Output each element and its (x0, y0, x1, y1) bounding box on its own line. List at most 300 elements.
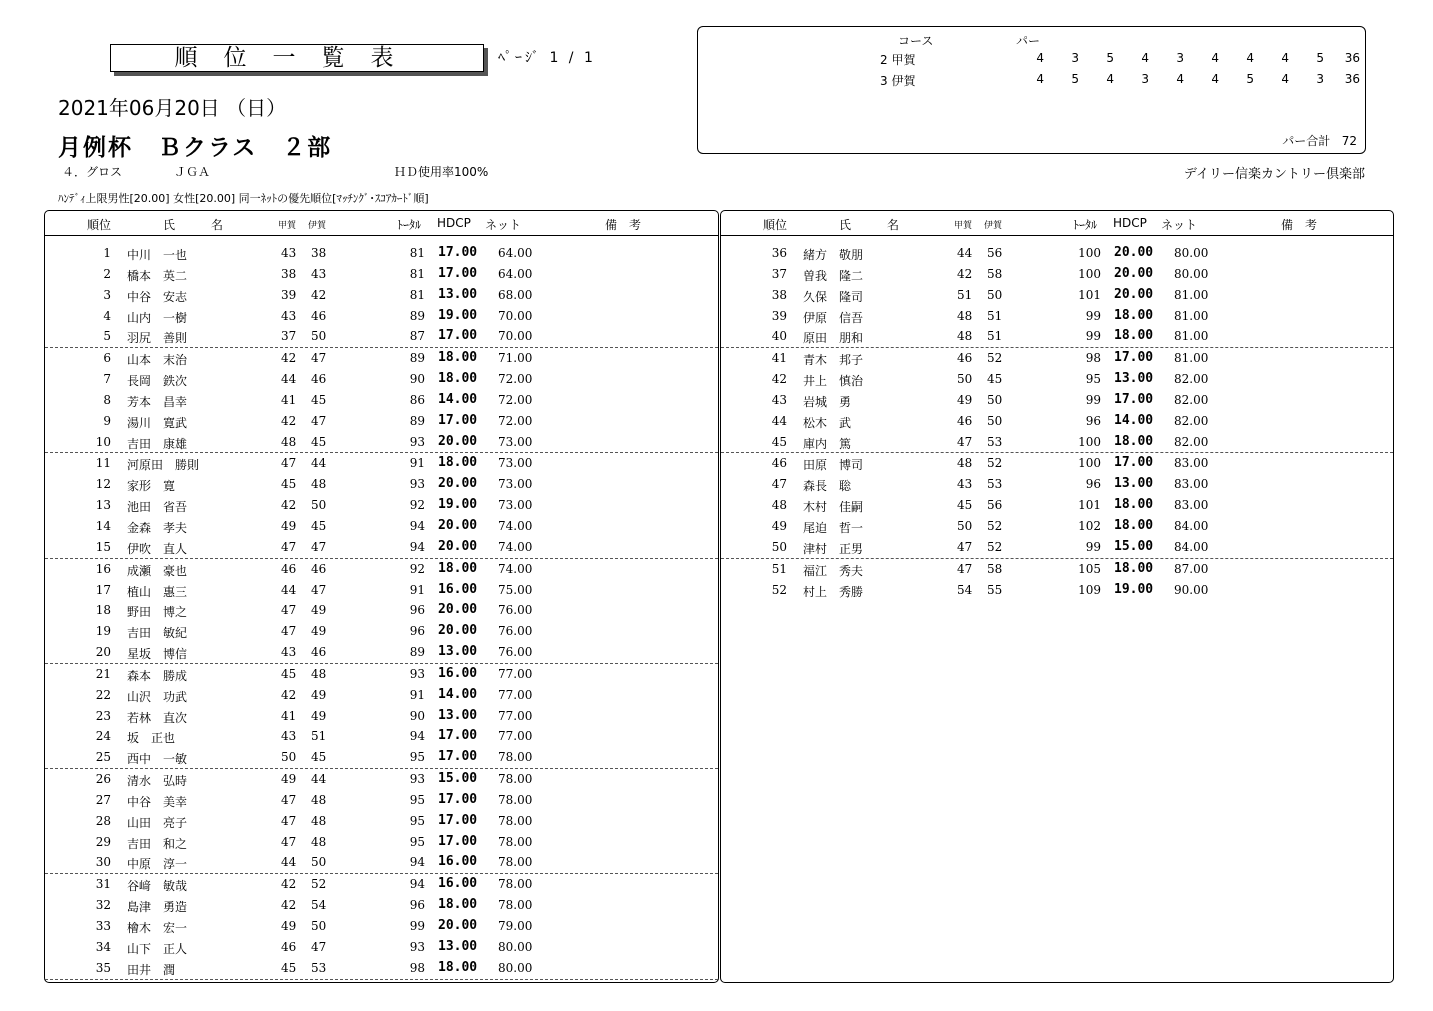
player-rank: 16 (95, 561, 111, 576)
player-out-score: 45 (281, 477, 297, 492)
player-out-score: 47 (281, 813, 297, 828)
table-row (721, 516, 1393, 537)
player-total: 90 (409, 708, 425, 723)
player-total: 99 (1085, 308, 1101, 323)
player-total: 93 (409, 477, 425, 492)
table-row (721, 369, 1393, 390)
event-date: 2021年06月20日 （日） (58, 96, 287, 120)
par-hole-value: 4 (1106, 72, 1114, 86)
player-out-score: 46 (281, 939, 297, 954)
player-name: 吉田 康雄 (127, 436, 188, 451)
player-in-score: 48 (311, 477, 327, 492)
player-rank: 12 (95, 477, 111, 492)
player-in-score: 47 (311, 413, 327, 428)
header-name: 氏 名 (839, 218, 900, 232)
player-rank: 13 (95, 498, 111, 513)
header-total: ﾄｰﾀﾙ (1073, 218, 1098, 232)
player-rank: 41 (771, 351, 787, 366)
header-in: 伊賀 (984, 221, 1003, 231)
player-hdcp: 18.00 (438, 897, 478, 913)
par-course-row (698, 51, 1365, 71)
player-total: 81 (409, 287, 425, 302)
player-total: 101 (1078, 498, 1101, 513)
player-out-score: 45 (957, 498, 973, 513)
player-out-score: 42 (281, 877, 297, 892)
player-total: 95 (409, 834, 425, 849)
player-hdcp: 20.00 (1114, 245, 1154, 260)
player-name: 伊原 信吾 (803, 310, 864, 325)
player-in-score: 46 (311, 372, 327, 387)
player-total: 105 (1078, 561, 1101, 576)
player-in-score: 58 (987, 266, 1003, 281)
player-out-score: 50 (281, 750, 297, 765)
player-out-score: 47 (281, 539, 297, 554)
table-row (45, 580, 718, 601)
player-rank: 26 (95, 772, 111, 787)
player-out-score: 50 (957, 372, 973, 387)
player-out-score: 47 (281, 456, 297, 471)
player-total: 98 (409, 960, 425, 975)
player-rank: 51 (771, 561, 787, 576)
header-remarks: 備 考 (1281, 218, 1318, 232)
player-name: 青木 邦子 (803, 353, 864, 368)
player-in-score: 47 (311, 539, 327, 554)
table-row (45, 958, 718, 980)
player-out-score: 44 (957, 246, 973, 260)
player-name: 田原 博司 (803, 458, 864, 473)
player-in-score: 52 (987, 518, 1003, 533)
player-in-score: 56 (987, 498, 1003, 513)
player-in-score: 50 (311, 855, 327, 870)
player-out-score: 47 (957, 561, 973, 576)
player-total: 99 (1085, 539, 1101, 554)
table-row (721, 559, 1393, 580)
player-net: 64.00 (498, 266, 533, 281)
player-in-score: 45 (311, 434, 327, 449)
par-hole-value: 4 (1036, 72, 1044, 86)
table-row (45, 537, 718, 559)
player-total: 96 (1085, 477, 1101, 492)
club-name: デイリー信楽カントリー倶楽部 (1183, 167, 1365, 182)
player-name: 中川 一也 (127, 248, 188, 262)
player-name: 尾迫 哲一 (803, 520, 864, 535)
par-hole-value: 3 (1176, 51, 1184, 65)
player-hdcp: 17.00 (1114, 455, 1154, 471)
player-in-score: 53 (987, 477, 1003, 492)
player-in-score: 48 (311, 834, 327, 849)
player-total: 92 (409, 498, 425, 513)
table-row (45, 642, 718, 664)
player-net: 77.00 (498, 687, 533, 702)
player-rank: 1 (103, 246, 111, 260)
header-out: 甲賀 (278, 221, 297, 231)
table-row (45, 747, 718, 769)
par-hole-value: 5 (1071, 72, 1079, 86)
player-hdcp: 16.00 (438, 876, 478, 892)
par-total-value: 72 (1341, 134, 1357, 148)
player-name: 家形 寛 (127, 479, 176, 494)
table-row (45, 264, 718, 285)
table-header (721, 211, 1393, 236)
table-row (721, 411, 1393, 432)
player-name: 坂 正也 (127, 731, 176, 746)
player-out-score: 41 (281, 392, 297, 407)
player-name: 谷﨑 敏哉 (127, 879, 188, 894)
table-row (45, 453, 718, 474)
par-total (1282, 132, 1357, 149)
table-row (721, 453, 1393, 474)
player-total: 100 (1078, 456, 1101, 471)
player-net: 73.00 (498, 477, 533, 492)
player-out-score: 45 (281, 960, 297, 975)
player-hdcp: 17.00 (438, 328, 478, 344)
player-name: 山本 末治 (127, 353, 188, 368)
par-course-row (698, 72, 1365, 92)
player-name: 木村 佳嗣 (803, 500, 864, 515)
player-in-score: 52 (311, 877, 327, 892)
table-row (45, 852, 718, 874)
player-rank: 10 (95, 434, 111, 449)
player-net: 70.00 (498, 308, 533, 323)
player-name: 曽我 隆二 (803, 268, 864, 283)
par-hole-value: 3 (1316, 72, 1324, 86)
player-rank: 5 (103, 329, 111, 344)
player-hdcp: 13.00 (438, 644, 478, 660)
player-name: 清水 弘時 (127, 774, 188, 789)
hd-rate: ＨＤ使用率100% (394, 165, 489, 179)
player-out-score: 54 (957, 582, 973, 597)
par-hole-value: 4 (1211, 51, 1219, 65)
player-in-score: 51 (987, 308, 1003, 323)
player-net: 76.00 (498, 624, 533, 639)
player-total: 81 (409, 266, 425, 281)
player-out-score: 49 (281, 919, 297, 933)
player-net: 83.00 (1174, 477, 1209, 492)
player-hdcp: 15.00 (438, 771, 478, 787)
player-name: 西中 一敏 (127, 752, 188, 767)
player-out-score: 43 (281, 729, 297, 744)
table-header (45, 211, 718, 236)
player-net: 78.00 (498, 834, 533, 849)
player-out-score: 45 (281, 666, 297, 681)
player-total: 93 (409, 772, 425, 787)
table-row (721, 326, 1393, 348)
player-total: 95 (409, 792, 425, 807)
table-row (721, 474, 1393, 495)
player-net: 81.00 (1174, 329, 1209, 344)
player-net: 75.00 (498, 582, 533, 597)
player-name: 吉田 和之 (127, 836, 188, 851)
player-hdcp: 20.00 (438, 623, 478, 639)
table-row (45, 895, 718, 916)
player-hdcp: 20.00 (438, 433, 478, 449)
table-row (45, 474, 718, 495)
player-rank: 9 (103, 413, 111, 428)
player-rank: 20 (95, 645, 111, 660)
player-name: 檜木 宏一 (127, 921, 188, 935)
player-net: 76.00 (498, 645, 533, 660)
header-net: ネット (485, 218, 522, 232)
table-row (721, 243, 1393, 264)
player-hdcp: 18.00 (1114, 560, 1154, 576)
player-rank: 44 (771, 413, 787, 428)
player-out-score: 38 (281, 266, 297, 281)
player-hdcp: 13.00 (1114, 476, 1154, 492)
table-row (45, 390, 718, 411)
player-in-score: 56 (987, 246, 1003, 260)
player-rank: 25 (95, 750, 111, 765)
par-hole-value: 5 (1246, 72, 1254, 86)
player-in-score: 45 (311, 518, 327, 533)
player-net: 68.00 (498, 287, 533, 302)
player-in-score: 54 (311, 898, 327, 913)
player-in-score: 49 (311, 603, 327, 618)
player-net: 73.00 (498, 498, 533, 513)
player-rank: 4 (103, 308, 111, 323)
player-rank: 36 (771, 246, 787, 260)
player-net: 80.00 (1174, 246, 1209, 260)
player-hdcp: 17.00 (1114, 391, 1154, 407)
player-net: 87.00 (1174, 561, 1209, 576)
player-total: 102 (1078, 518, 1101, 533)
player-net: 77.00 (498, 729, 533, 744)
player-rank: 45 (771, 434, 787, 449)
player-net: 77.00 (498, 666, 533, 681)
player-hdcp: 20.00 (1114, 286, 1154, 302)
player-total: 95 (409, 750, 425, 765)
player-rank: 7 (103, 372, 111, 387)
player-rank: 29 (95, 834, 111, 849)
player-total: 99 (1085, 392, 1101, 407)
table-row (721, 495, 1393, 516)
player-hdcp: 18.00 (1114, 307, 1154, 323)
player-name: 中原 淳一 (127, 857, 188, 872)
player-hdcp: 13.00 (438, 707, 478, 723)
page-indicator: ﾍﾟｰｼﾞ 1 / 1 (498, 50, 596, 66)
player-rank: 34 (95, 939, 111, 954)
player-rank: 3 (103, 287, 111, 302)
player-in-score: 45 (311, 750, 327, 765)
player-out-score: 48 (957, 456, 973, 471)
table-row (45, 832, 718, 853)
player-net: 72.00 (498, 372, 533, 387)
player-hdcp: 17.00 (438, 749, 478, 765)
player-net: 80.00 (498, 960, 533, 975)
player-total: 87 (409, 329, 425, 344)
player-total: 89 (409, 645, 425, 660)
player-total: 81 (409, 246, 425, 260)
player-total: 94 (409, 729, 425, 744)
header-rank: 順位 (763, 218, 788, 232)
player-out-score: 49 (281, 772, 297, 787)
player-total: 89 (409, 351, 425, 366)
player-net: 79.00 (498, 919, 533, 933)
player-total: 92 (409, 561, 425, 576)
header-hdcp: HDCP (1113, 216, 1147, 230)
player-in-score: 46 (311, 645, 327, 660)
player-hdcp: 16.00 (438, 854, 478, 870)
player-net: 82.00 (1174, 413, 1209, 428)
player-rank: 19 (95, 624, 111, 639)
player-total: 86 (409, 392, 425, 407)
header-net: ネット (1161, 218, 1198, 232)
player-rank: 40 (771, 329, 787, 344)
player-in-score: 48 (311, 666, 327, 681)
player-rank: 47 (771, 477, 787, 492)
player-rank: 31 (95, 877, 111, 892)
player-in-score: 51 (311, 729, 327, 744)
table-row (45, 790, 718, 811)
par-hole-value: 4 (1246, 51, 1254, 65)
player-out-score: 46 (957, 413, 973, 428)
player-rank: 46 (771, 456, 787, 471)
header-remarks: 備 考 (605, 218, 642, 232)
player-name: 田井 潤 (127, 962, 176, 977)
player-out-score: 42 (281, 687, 297, 702)
table-row (45, 811, 718, 832)
player-out-score: 42 (281, 413, 297, 428)
player-rank: 27 (95, 792, 111, 807)
player-hdcp: 18.00 (438, 959, 478, 975)
player-total: 95 (1085, 372, 1101, 387)
player-name: 島津 勇造 (127, 900, 188, 915)
player-in-score: 45 (311, 392, 327, 407)
player-net: 74.00 (498, 561, 533, 576)
player-hdcp: 17.00 (438, 791, 478, 807)
player-hdcp: 13.00 (1114, 371, 1154, 387)
player-out-score: 43 (281, 308, 297, 323)
par-hole-value: 4 (1281, 51, 1289, 65)
par-label: パー (1016, 34, 1041, 48)
player-total: 96 (409, 624, 425, 639)
player-out-score: 46 (281, 561, 297, 576)
rule-label: ＪＧＡ (174, 165, 211, 179)
player-net: 77.00 (498, 708, 533, 723)
player-hdcp: 14.00 (438, 686, 478, 702)
player-hdcp: 17.00 (438, 833, 478, 849)
par-course-name: 3 伊賀 (880, 74, 916, 88)
player-in-score: 49 (311, 624, 327, 639)
player-rank: 42 (771, 372, 787, 387)
table-row (45, 306, 718, 327)
player-out-score: 48 (957, 329, 973, 344)
player-in-score: 50 (987, 413, 1003, 428)
player-in-score: 38 (311, 246, 327, 260)
player-in-score: 53 (987, 434, 1003, 449)
player-hdcp: 14.00 (438, 391, 478, 407)
table-row (721, 306, 1393, 327)
player-rank: 22 (95, 687, 111, 702)
par-hole-value: 3 (1071, 51, 1079, 65)
player-name: 芳本 昌幸 (127, 394, 188, 409)
player-out-score: 43 (281, 246, 297, 260)
player-name: 湯川 寛武 (127, 415, 188, 430)
ranking-table-left (44, 210, 719, 983)
table-row (45, 664, 718, 685)
table-row (45, 874, 718, 895)
player-total: 91 (409, 456, 425, 471)
player-total: 93 (409, 434, 425, 449)
player-hdcp: 16.00 (438, 665, 478, 681)
table-row (45, 326, 718, 348)
player-hdcp: 18.00 (1114, 433, 1154, 449)
player-net: 73.00 (498, 434, 533, 449)
player-out-score: 41 (281, 708, 297, 723)
player-name: 山沢 功武 (127, 689, 188, 704)
player-in-score: 55 (987, 582, 1003, 597)
player-net: 73.00 (498, 456, 533, 471)
player-out-score: 47 (281, 834, 297, 849)
player-in-score: 52 (987, 539, 1003, 554)
player-net: 74.00 (498, 539, 533, 554)
player-total: 95 (409, 813, 425, 828)
table-row (45, 621, 718, 642)
player-hdcp: 18.00 (438, 350, 478, 366)
player-name: 緒方 敬朋 (803, 248, 864, 262)
player-hdcp: 20.00 (1114, 265, 1154, 281)
player-hdcp: 13.00 (438, 938, 478, 954)
player-total: 94 (409, 855, 425, 870)
player-out-score: 47 (281, 603, 297, 618)
player-out-score: 49 (281, 518, 297, 533)
table-row (721, 390, 1393, 411)
player-in-score: 50 (311, 498, 327, 513)
table-row (45, 726, 718, 747)
player-name: 福江 秀夫 (803, 563, 864, 578)
player-in-score: 50 (311, 919, 327, 933)
par-hole-value: 4 (1176, 72, 1184, 86)
player-total: 100 (1078, 434, 1101, 449)
player-name: 河原田 勝則 (127, 458, 200, 473)
player-out-score: 42 (281, 498, 297, 513)
par-course-name: 2 甲賀 (880, 53, 916, 67)
player-net: 78.00 (498, 792, 533, 807)
player-in-score: 50 (987, 392, 1003, 407)
table-row (45, 516, 718, 537)
player-name: 若林 直次 (127, 710, 188, 725)
player-net: 71.00 (498, 351, 533, 366)
event-name: 月例杯 Ｂクラス ２部 (58, 135, 333, 161)
player-net: 82.00 (1174, 392, 1209, 407)
player-name: 松木 武 (803, 415, 852, 430)
player-in-score: 52 (987, 456, 1003, 471)
table-row (45, 706, 718, 727)
player-hdcp: 19.00 (438, 307, 478, 323)
player-net: 83.00 (1174, 456, 1209, 471)
player-hdcp: 20.00 (438, 517, 478, 533)
player-out-score: 43 (957, 477, 973, 492)
player-total: 94 (409, 518, 425, 533)
player-hdcp: 20.00 (438, 538, 478, 554)
table-row (45, 369, 718, 390)
player-out-score: 48 (957, 308, 973, 323)
player-rank: 6 (103, 351, 111, 366)
par-hole-value: 4 (1281, 72, 1289, 86)
player-name: 山下 正人 (127, 941, 188, 956)
player-name: 羽尻 善則 (127, 331, 188, 346)
player-name: 金森 孝夫 (127, 520, 188, 535)
page-title: 順位一覧表 (110, 44, 484, 72)
table-row (45, 600, 718, 621)
scoring-mode: ４．グロス (62, 165, 123, 179)
player-in-score: 42 (311, 287, 327, 302)
player-rank: 30 (95, 855, 111, 870)
player-net: 80.00 (498, 939, 533, 954)
player-rank: 33 (95, 919, 111, 933)
player-net: 64.00 (498, 246, 533, 260)
player-out-score: 47 (957, 539, 973, 554)
player-name: 久保 隆司 (803, 289, 864, 304)
